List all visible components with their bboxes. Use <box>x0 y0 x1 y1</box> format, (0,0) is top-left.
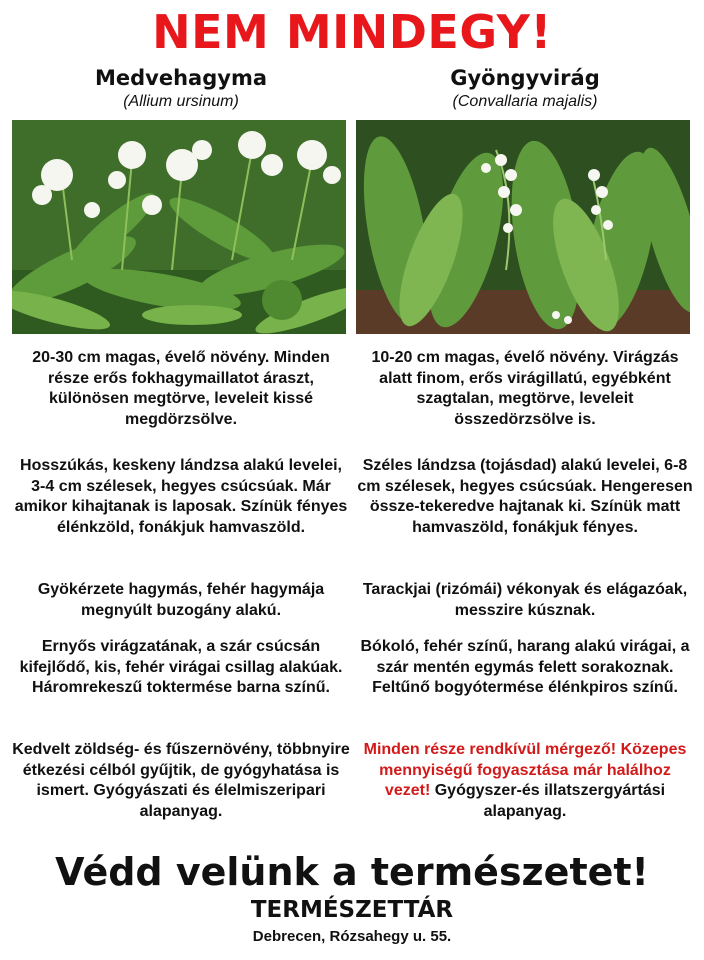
right-paragraph-rest: Gyógyszer-és illatszergyártási alapanyag. <box>430 782 666 820</box>
right-paragraph: Bókoló, fehér színű, harang alakú virágai, a szár mentén egymás felett sorakoznak. Feltűnő bogyótermése élénkpiros színű. <box>360 638 690 697</box>
left-paragraph: Hosszúkás, keskeny lándzsa alakú levelei, 3-4 cm szélesek, hegyes csúcsúak. Már amikor kihajtanak is laposak. Színük fényes élénkzöld, fonákjuk hamvaszöld. <box>14 457 348 536</box>
slogan: Védd velünk a természetet! <box>55 850 649 894</box>
right-paragraph: Széles lándzsa (tojásdad) alakú levelei, 6-8 cm szélesek, hegyes csúcsúak. Hengeresen össze-tekeredve hajtanak ki. Színük matt hamvaszöld, fonákjuk fényes. <box>357 457 693 536</box>
left-paragraph: Kedvelt zöldség- és fűszernövény, többnyire étkezési célból gyűjtik, de gyógyhatása is ismert. Gyógyászati és élelmiszeripari alapanyag. <box>12 741 350 820</box>
right-plant-name: Gyöngyvirág <box>450 66 600 90</box>
poison-warning: Minden része rendkívül mérgező! Közepes mennyiségű fogyasztása már halálhoz vezet! <box>363 741 687 800</box>
right-paragraph: Tarackjai (rizómái) vékonyak és elágazóak, messzire kúsznak. <box>362 581 688 619</box>
address: Debrecen, Rózsahegy u. 55. <box>252 928 452 945</box>
lily-of-the-valley-photo <box>356 120 690 334</box>
left-paragraph: Gyökérzete hagymás, fehér hagymája megnyúlt buzogány alakú. <box>37 581 325 619</box>
left-latin-name: (Allium ursinum) <box>123 93 239 110</box>
right-warning-paragraph <box>356 740 694 822</box>
right-paragraph: 10-20 cm magas, évelő növény. Virágzás alatt finom, erős virágillatú, egyébként szagtalan, megtörve, leveleit összedörzsölve is. <box>371 349 679 428</box>
left-plant-name: Medvehagyma <box>95 66 267 90</box>
left-paragraph: Ernyős virágzatának, a szár csúcsán kifejlődő, kis, fehér virágai csillag alakúak. Háromrekeszű toktermése barna színű. <box>19 638 343 697</box>
organization-name: TERMÉSZETTÁR <box>250 897 454 923</box>
page-title: NEM MINDEGY! <box>152 5 552 59</box>
right-latin-name: (Convallaria majalis) <box>452 93 598 110</box>
wild-garlic-photo <box>12 120 346 334</box>
left-paragraph: 20-30 cm magas, évelő növény. Minden része erős fokhagymaillatot áraszt, különösen megtörve, leveleit kissé megdörzsölve. <box>32 349 330 428</box>
